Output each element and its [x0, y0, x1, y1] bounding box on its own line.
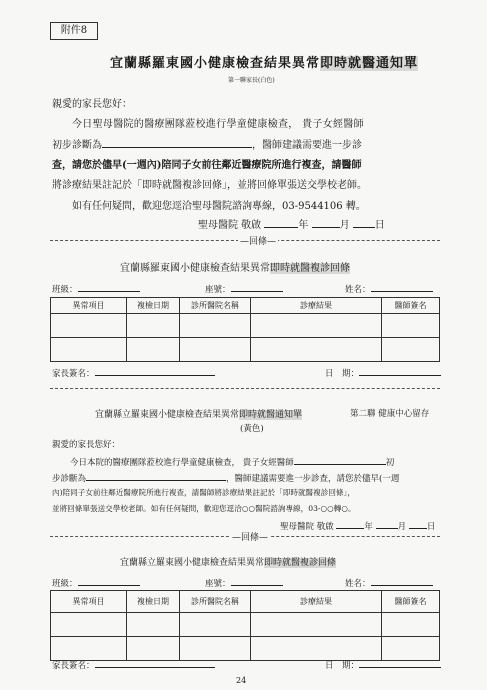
notice2-title-highlight: 即時就醫通知單	[239, 410, 303, 420]
notice2-copy-note: 第二聯 健康中心留存	[350, 409, 430, 419]
reply2-table	[50, 590, 440, 661]
table-cell[interactable]	[251, 338, 382, 362]
reply2-col-doctor: 醫師簽名	[382, 591, 440, 613]
table-row	[51, 338, 440, 362]
reply1-class-label: 班級：	[52, 285, 78, 295]
notice1-signoff: 聖母醫院 敬啟	[198, 220, 262, 231]
notice2-color-note: (黃色)	[240, 424, 264, 434]
notice2-year-blank[interactable]	[336, 519, 364, 529]
notice2-day-blank[interactable]	[409, 519, 427, 529]
table-cell[interactable]	[127, 637, 180, 661]
reply2-parent-sign-label: 家長簽名：	[52, 661, 95, 671]
notice1-line4: 將診療結果註記於「即時就醫複診回條」，並將回條單張送交學校老師。	[52, 180, 367, 191]
reply1-date-blank[interactable]	[359, 366, 441, 376]
page-number: 24	[236, 676, 247, 685]
notice1-line1: 今日聖母醫院的醫療團隊蒞校進行學童健康檢查， 貴子女經醫師	[72, 119, 364, 130]
notice2-year: 年	[364, 522, 373, 532]
notice1-day-blank[interactable]	[353, 218, 375, 228]
table-cell[interactable]	[127, 338, 180, 362]
notice1-year-blank[interactable]	[264, 218, 298, 228]
reply1-title-highlight: 即時就醫複診回條	[270, 263, 350, 274]
reply2-parent-sign	[52, 658, 215, 671]
reply2-title	[120, 555, 336, 568]
notice1-title-highlight: 即時就醫通知單	[320, 56, 419, 71]
reply1-class	[52, 282, 140, 295]
reply2-name-label: 姓名：	[345, 579, 371, 589]
notice1-copy-note: 第一聯家長(白色)	[228, 77, 275, 84]
notice2-signoff-line	[280, 519, 435, 532]
reply2-seat-blank[interactable]	[231, 576, 283, 586]
cut-line-2	[50, 388, 440, 389]
reply2-class-blank[interactable]	[78, 576, 140, 586]
table-cell[interactable]	[51, 338, 127, 362]
reply1-name-blank[interactable]	[371, 282, 433, 292]
attachment-label: 附件8	[50, 22, 98, 40]
reply1-parent-sign-label: 家長簽名：	[52, 369, 95, 379]
table-cell[interactable]	[251, 314, 382, 338]
notice1-greeting: 親愛的家長您好：	[52, 99, 132, 110]
notice1-line2	[52, 136, 362, 151]
table-cell[interactable]	[180, 613, 251, 637]
reply2-col-item: 異常項目	[51, 591, 127, 613]
notice2-month-blank[interactable]	[376, 519, 398, 529]
reply2-title-highlight: 即時就醫複診回條	[264, 558, 337, 568]
table-cell[interactable]	[127, 613, 180, 637]
reply1-seat-blank[interactable]	[231, 282, 283, 292]
table-cell[interactable]	[51, 314, 127, 338]
notice2-line1-b: 初	[385, 458, 395, 468]
table-cell[interactable]	[382, 338, 440, 362]
cut-label-2: —回條—	[230, 530, 270, 543]
notice1-month: 月	[339, 220, 350, 231]
diagnosis-blank[interactable]	[102, 138, 252, 148]
table-cell[interactable]	[180, 314, 251, 338]
notice1-line2-a: 初步診斷為	[52, 140, 102, 151]
reply1-col-item: 異常項目	[51, 298, 127, 314]
table-row	[51, 314, 440, 338]
reply2-col-result: 診療結果	[251, 591, 382, 613]
notice2-line2-b: ，醫師建議需要進一步診查，請您於儘早(一週	[226, 474, 400, 484]
reply1-col-hospital: 診所醫院名稱	[180, 298, 251, 314]
reply1-class-blank[interactable]	[78, 282, 140, 292]
notice2-line1-a: 今日本院的醫療團隊蒞校進行學童健康檢查， 貴子女經醫師	[70, 458, 294, 468]
notice2-title	[95, 407, 302, 420]
reply2-col-date: 複檢日期	[127, 591, 180, 613]
table-cell[interactable]	[251, 613, 382, 637]
reply2-name	[345, 576, 433, 589]
reply1-col-date: 複檢日期	[127, 298, 180, 314]
reply1-date	[325, 366, 441, 379]
cut-label-1-text: 回條	[249, 237, 268, 247]
notice1-month-blank[interactable]	[312, 218, 340, 228]
table-cell[interactable]	[180, 637, 251, 661]
notice1-title-text: 宜蘭縣羅東國小健康檢查結果異常	[110, 56, 321, 71]
notice1-line2-b: ，醫師建議需要進一步診	[252, 140, 362, 151]
table-row	[51, 613, 440, 637]
notice2-day: 日	[426, 522, 436, 532]
notice2-greeting: 親愛的家長您好：	[52, 440, 121, 450]
notice2-title-text: 宜蘭縣立羅東國小健康檢查結果異常	[95, 410, 240, 420]
reply2-seat-label: 座號：	[205, 579, 231, 589]
reply1-seat	[205, 282, 283, 295]
notice2-doctor-blank[interactable]	[294, 455, 386, 465]
reply1-date-label: 日 期：	[325, 369, 360, 379]
notice2-line4: 並將回條單張送交學校老師。如有任何疑問，歡迎您逕洽○○醫院諮詢專線，03-○○轉○。	[52, 504, 356, 513]
table-row	[51, 637, 440, 661]
reply1-name	[345, 282, 433, 295]
reply1-col-result: 診療結果	[251, 298, 382, 314]
reply1-title	[120, 259, 350, 274]
reply1-col-doctor: 醫師簽名	[382, 298, 440, 314]
reply1-parent-sign-blank[interactable]	[95, 366, 215, 376]
reply2-class-label: 班級：	[52, 579, 78, 589]
table-cell[interactable]	[382, 613, 440, 637]
notice1-line5: 如有任何疑問，歡迎您逕洽聖母醫院諮詢專線，03-9544106 轉。	[72, 201, 366, 212]
reply1-parent-sign	[52, 366, 215, 379]
reply2-title-text: 宜蘭縣立羅東國小健康檢查結果異常	[120, 558, 265, 568]
reply2-date-blank[interactable]	[359, 658, 441, 668]
notice2-line2-a: 步診斷為	[52, 474, 87, 484]
notice2-diagnosis-blank[interactable]	[86, 471, 226, 481]
notice2-line1	[70, 455, 394, 468]
table-cell[interactable]	[382, 637, 440, 661]
notice2-line2	[52, 471, 399, 484]
reply2-seat	[205, 576, 283, 589]
notice1-line3: 查，請您於儘早(一週內)陪同子女前往鄰近醫療院所進行複查，請醫師	[52, 160, 362, 171]
table-cell[interactable]	[51, 637, 127, 661]
notice1-title	[110, 52, 418, 71]
reply2-date	[325, 658, 441, 671]
reply1-table	[50, 297, 440, 362]
reply1-seat-label: 座號：	[205, 285, 231, 295]
table-cell[interactable]	[251, 637, 382, 661]
reply2-name-blank[interactable]	[371, 576, 433, 586]
cut-label-1: —回條—	[238, 234, 278, 247]
reply2-parent-sign-blank[interactable]	[95, 658, 215, 668]
reply2-class	[52, 576, 140, 589]
notice2-month: 月	[397, 522, 407, 532]
cut-label-2-text: 回條	[241, 533, 260, 543]
table-cell[interactable]	[382, 314, 440, 338]
notice1-signoff-line	[198, 216, 385, 231]
reply1-title-text: 宜蘭縣羅東國小健康檢查結果異常	[120, 263, 270, 274]
table-cell[interactable]	[180, 338, 251, 362]
notice1-year: 年	[298, 220, 309, 231]
table-cell[interactable]	[127, 314, 180, 338]
reply1-name-label: 姓名：	[345, 285, 371, 295]
reply2-date-label: 日 期：	[325, 661, 360, 671]
table-cell[interactable]	[51, 613, 127, 637]
notice1-day: 日	[374, 220, 385, 231]
notice2-line3: 內)陪同子女前往鄰近醫療院所進行複查，請醫師將診療結果註記於「即時就醫複診回條」，	[52, 488, 355, 497]
reply2-col-hospital: 診所醫院名稱	[180, 591, 251, 613]
notice2-signoff: 聖母醫院 敬啟	[280, 522, 334, 532]
